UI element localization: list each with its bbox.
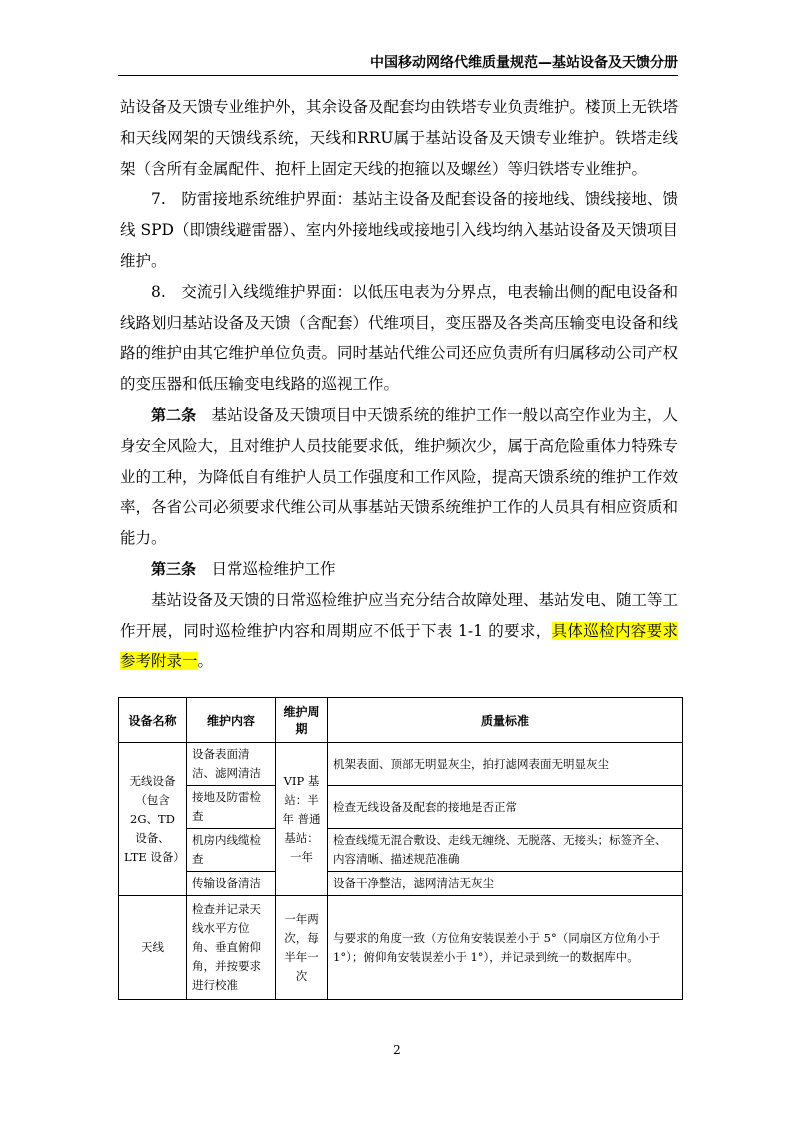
article-2-label: 第二条 — [151, 405, 197, 424]
paragraph-item-8: 8. 交流引入线缆维护界面：以低压电表为分界点，电表输出侧的配电设备和线路划归基站设备及天馈（含配套）代维项目，变压器及各类高压输变电设备和线路的维护由其它维护单位负责。同时基站代维公司还应负责所有归属移动公司产权的变压器和低压输变电线路的巡视工作。 — [120, 282, 679, 394]
cycle-cell-wireless: VIP 基站：半年 普通基站：一年 — [276, 743, 328, 896]
page-header-title: 中国移动网络代维质量规范—基站设备及天馈分册 — [370, 55, 678, 71]
standard-cell: 机架表面、顶部无明显灰尘，拍打滤网表面无明显灰尘 — [328, 743, 683, 786]
table-row — [119, 743, 683, 786]
cycle-cell-antenna: 一年两次，每半年一次 — [276, 896, 328, 1000]
content-cell: 机房内线缆检查 — [187, 829, 276, 872]
content-cell: 接地及防雷检查 — [187, 786, 276, 829]
paragraph-inspection — [120, 585, 678, 677]
article-2 — [120, 400, 678, 554]
inspection-text: 基站设备及天馈的日常巡检维护应当充分结合故障处理、基站发电、随工等工作开展，同时巡检维护内容和周期应不低于下表 1-1 的要求， — [120, 590, 679, 640]
article-3-text: 日常巡检维护工作 — [196, 559, 336, 578]
maintenance-table — [118, 697, 683, 1000]
content-cell: 传输设备清洁 — [187, 872, 276, 896]
content-cell: 检查并记录天线水平方位角、垂直俯仰角，并按要求进行校准 — [187, 896, 276, 1000]
standard-cell: 与要求的角度一致（方位角安装误差小于 5°（同扇区方位角小于 1°）；俯仰角安装误差小于 1°），并记录到统一的数据库中。 — [328, 896, 683, 1000]
header-rule — [118, 75, 678, 76]
table-row — [119, 786, 683, 829]
col-header-device: 设备名称 — [119, 698, 187, 743]
document-body — [120, 92, 678, 677]
standard-cell: 设备干净整洁，滤网清洁无灰尘 — [328, 872, 683, 896]
paragraph-item-7: 7. 防雷接地系统维护界面：基站主设备及配套设备的接地线、馈线接地、馈线 SPD（即馈线避雷器）、室内外接地线或接地引入线均纳入基站设备及天馈项目维护。 — [120, 190, 678, 270]
article-2-text: 基站设备及天馈项目中天馈系统的维护工作一般以高空作业为主，人身安全风险大，且对维护人员技能要求低，维护频次少，属于高危险重体力特殊专业的工种，为降低自有维护人员工作强度和工作风险，提高天馈系统的维护工作效率，各省公司必须要求代维公司从事基站天馈系统维护工作的人员具有相应资质和能力。 — [120, 405, 679, 548]
col-header-standard: 质量标准 — [328, 698, 683, 743]
highlighted-appendix-reference: 具体巡检内容要求参考附录一 — [120, 621, 678, 671]
page-number: 2 — [393, 1043, 401, 1057]
article-3-label: 第三条 — [151, 559, 197, 578]
table-row — [119, 872, 683, 896]
table-row — [119, 896, 683, 1000]
table-row — [119, 829, 683, 872]
device-cell-antenna: 天线 — [119, 896, 187, 1000]
device-cell-wireless: 无线设备（包含 2G、TD 设备、LTE 设备） — [119, 743, 187, 896]
standard-cell: 检查线缆无混合敷设、走线无缠绕、无脱落、无接头；标签齐全、内容清晰、描述规范准确 — [328, 829, 683, 872]
col-header-cycle: 维护周期 — [276, 698, 328, 743]
article-3 — [120, 554, 678, 585]
standard-cell: 检查无线设备及配套的接地是否正常 — [328, 786, 683, 829]
col-header-content: 维护内容 — [187, 698, 276, 743]
table-header-row — [119, 698, 683, 743]
inspection-text-end: 。 — [197, 652, 214, 671]
paragraph-1: 站设备及天馈专业维护外，其余设备及配套均由铁塔专业负责维护。楼顶上无铁塔和天线网架的天馈线系统，天线和RRU属于基站设备及天馈专业维护。铁塔走线架（含所有金属配件、抱杆上固定天线的抱箍以及螺丝）等归铁塔专业维护。 — [120, 98, 679, 178]
content-cell: 设备表面清洁、滤网清洁 — [187, 743, 276, 786]
